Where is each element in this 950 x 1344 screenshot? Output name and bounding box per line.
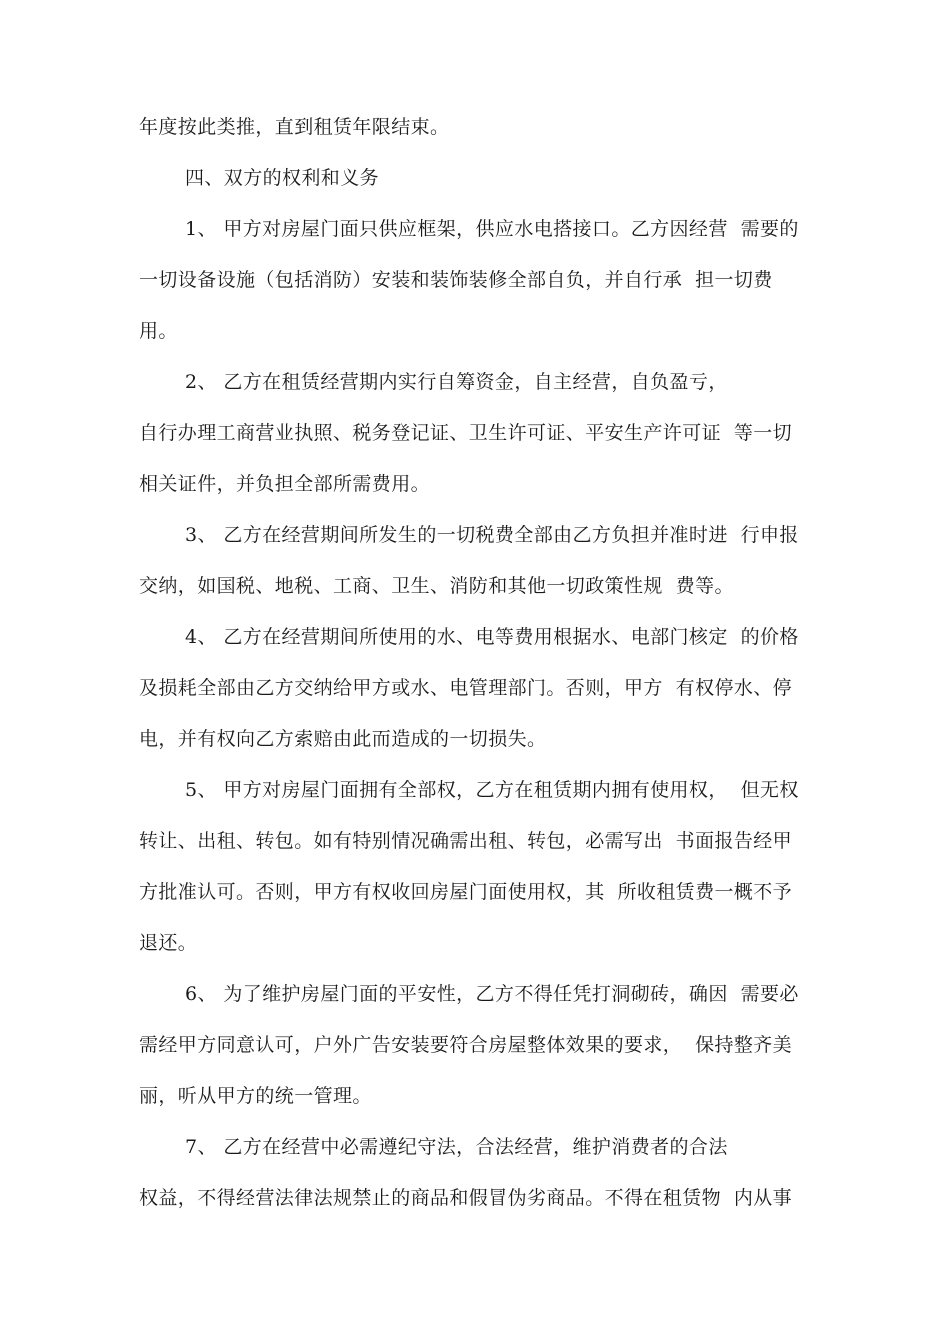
text-line: 用。 xyxy=(139,320,178,342)
text-line: 6、 为了维护房屋门面的平安性，乙方不得任凭打洞砌砖，确因 需要必 xyxy=(185,983,799,1005)
text-line: 权益，不得经营法律法规禁止的商品和假冒伪劣商品。不得在租赁物 内从事 xyxy=(139,1187,793,1209)
section-heading: 四、双方的权利和义务 xyxy=(185,167,380,189)
text-line: 交纳，如国税、地税、工商、卫生、消防和其他一切政策性规 费等。 xyxy=(139,575,734,597)
text-line: 电，并有权向乙方索赔由此而造成的一切损失。 xyxy=(139,728,547,750)
text-line: 4、 乙方在经营期间所使用的水、电等费用根据水、电部门核定 的价格 xyxy=(185,626,799,648)
text-line: 丽，听从甲方的统一管理。 xyxy=(139,1085,372,1107)
text-line: 方批准认可。否则，甲方有权收回房屋门面使用权，其 所收租赁费一概不予 xyxy=(139,881,793,903)
text-line: 2、 乙方在租赁经营期内实行自筹资金，自主经营，自负盈亏， xyxy=(185,371,728,393)
text-line: 退还。 xyxy=(139,932,198,954)
text-line: 需经甲方同意认可，户外广告安装要符合房屋整体效果的要求， 保持整齐美 xyxy=(139,1034,793,1056)
text-line: 相关证件，并负担全部所需费用。 xyxy=(139,473,431,495)
text-line: 年度按此类推，直到租赁年限结束。 xyxy=(139,116,450,138)
text-line: 转让、出租、转包。如有特别情况确需出租、转包，必需写出 书面报告经甲 xyxy=(139,830,793,852)
text-line: 自行办理工商营业执照、税务登记证、卫生许可证、平安生产许可证 等一切 xyxy=(139,422,793,444)
text-line: 1、 甲方对房屋门面只供应框架，供应水电搭接口。乙方因经营 需要的 xyxy=(185,218,799,240)
text-line: 一切设备设施（包括消防）安装和装饰装修全部自负，并自行承 担一切费 xyxy=(139,269,773,291)
text-line: 5、 甲方对房屋门面拥有全部权，乙方在租赁期内拥有使用权， 但无权 xyxy=(185,779,799,801)
text-line: 3、 乙方在经营期间所发生的一切税费全部由乙方负担并准时进 行申报 xyxy=(185,524,799,546)
text-line: 及损耗全部由乙方交纳给甲方或水、电管理部门。否则，甲方 有权停水、停 xyxy=(139,677,793,699)
text-line: 7、 乙方在经营中必需遵纪守法，合法经营，维护消费者的合法 xyxy=(185,1136,728,1158)
